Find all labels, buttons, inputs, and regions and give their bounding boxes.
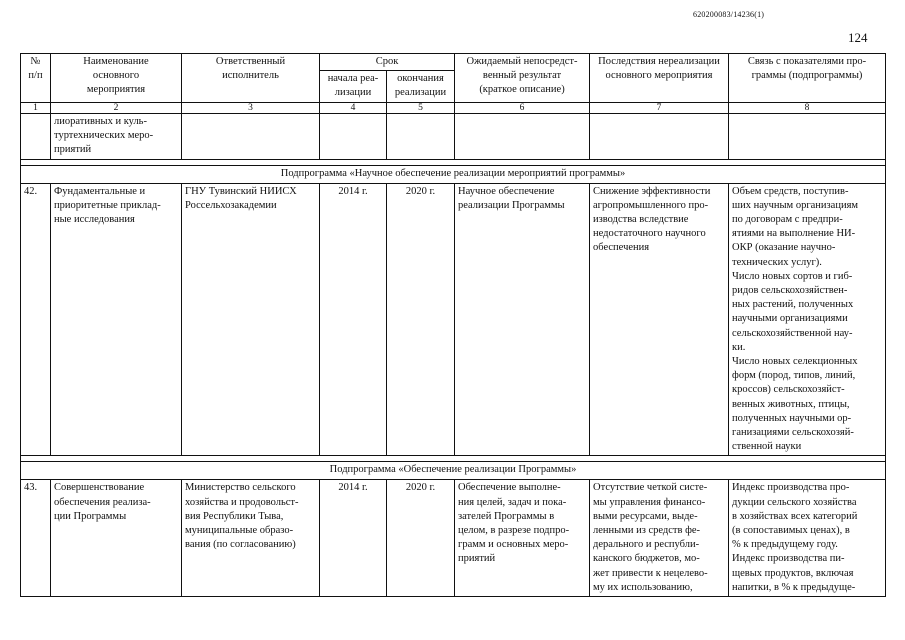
header-consequences: Последствия нереализации основного мероприятия (590, 54, 729, 103)
row-number: 43. (21, 480, 51, 597)
consequences: Отсутствие четкой систе- мы управления финансо- выми ресурсами, выде- ленными из средств фе- дерального и республи- канского бюджетов, мо- жет привести к нецелево- му их использованию, (590, 480, 729, 597)
indicator-link: Объем средств, поступив- ших научным организациям по договорам с предпри- ятиями на выполнение НИ- ОКР (оказание научно- технических услуг). Число новых сортов и гиб- ридов сельскохозяйствен- ных растений, полученных научными организациями сельскохозяйственной нау- ки. Число новых селекционных форм (пород, типов, линий, кроссов) сельскохозяйст- венных животных, птицы, полученных научными ор- ганизациями сельскохозяй- ственной науки (729, 183, 886, 456)
header-term: Срок (320, 54, 455, 71)
term-start: 2014 г. (320, 183, 387, 456)
indicator-link: Индекс производства про- дукции сельского хозяйства в хозяйствах всех категорий (в сопоставимых ценах), в % к предыдущему году. Индекс производства пи- щевых продуктов, включая напитки, в % к предыдуще- (729, 480, 886, 597)
column-number: 5 (387, 102, 455, 113)
header-term-start: начала реа- лизации (320, 71, 387, 102)
subprogram-row (21, 165, 886, 183)
column-number: 3 (182, 102, 320, 113)
empty-cell (182, 113, 320, 159)
executor: Министерство сельского хозяйства и продовольст- вия Республики Тыва, муниципальные образо- вания (по согласованию) (182, 480, 320, 597)
header-executor: Ответственный исполнитель (182, 54, 320, 103)
column-number: 8 (729, 102, 886, 113)
header-term-end: окончания реализации (387, 71, 455, 102)
expected-result: Научное обеспечение реализации Программы (455, 183, 590, 456)
subprogram-title: Подпрограмма «Научное обеспечение реализации мероприятий программы» (21, 165, 886, 183)
row-number: 42. (21, 183, 51, 456)
term-end: 2020 г. (387, 480, 455, 597)
header-result: Ожидаемый непосредст- венный результат (краткое описание) (455, 54, 590, 103)
header-num: № п/п (21, 54, 51, 103)
empty-cell (455, 113, 590, 159)
term-start: 2014 г. (320, 480, 387, 597)
column-number: 6 (455, 102, 590, 113)
program-measures-table (20, 53, 886, 597)
column-number: 2 (51, 102, 182, 113)
measure-name: Совершенствование обеспечения реализа- ции Программы (51, 480, 182, 597)
empty-cell (320, 113, 387, 159)
term-end: 2020 г. (387, 183, 455, 456)
page-number: 124 (848, 30, 868, 45)
expected-result: Обеспечение выполне- ния целей, задач и пока- зателей Программы в целом, в разрезе подпро- грамм и основных меро- приятий (455, 480, 590, 597)
empty-cell (387, 113, 455, 159)
column-number: 4 (320, 102, 387, 113)
table-row (21, 480, 886, 597)
header-name: Наименование основного мероприятия (51, 54, 182, 103)
table-row (21, 183, 886, 456)
column-number-row (21, 102, 886, 113)
continued-row (21, 113, 886, 159)
column-number: 1 (21, 102, 51, 113)
measure-name: Фундаментальные и приоритетные приклад- ные исследования (51, 183, 182, 456)
empty-cell (729, 113, 886, 159)
executor: ГНУ Тувинский НИИСХ Россельхозакадемии (182, 183, 320, 456)
continued-name: лиоративных и куль- туртехнических меро- приятий (51, 113, 182, 159)
empty-cell (590, 113, 729, 159)
consequences: Снижение эффективности агропромышленного про- изводства вследствие недостаточного научного обеспечения (590, 183, 729, 456)
subprogram-row (21, 462, 886, 480)
subprogram-title: Подпрограмма «Обеспечение реализации Программы» (21, 462, 886, 480)
document-number: 620200083/14236(1) (693, 10, 765, 19)
header-link: Связь с показателями про- граммы (подпрограммы) (729, 54, 886, 103)
column-number: 7 (590, 102, 729, 113)
empty-cell (21, 113, 51, 159)
